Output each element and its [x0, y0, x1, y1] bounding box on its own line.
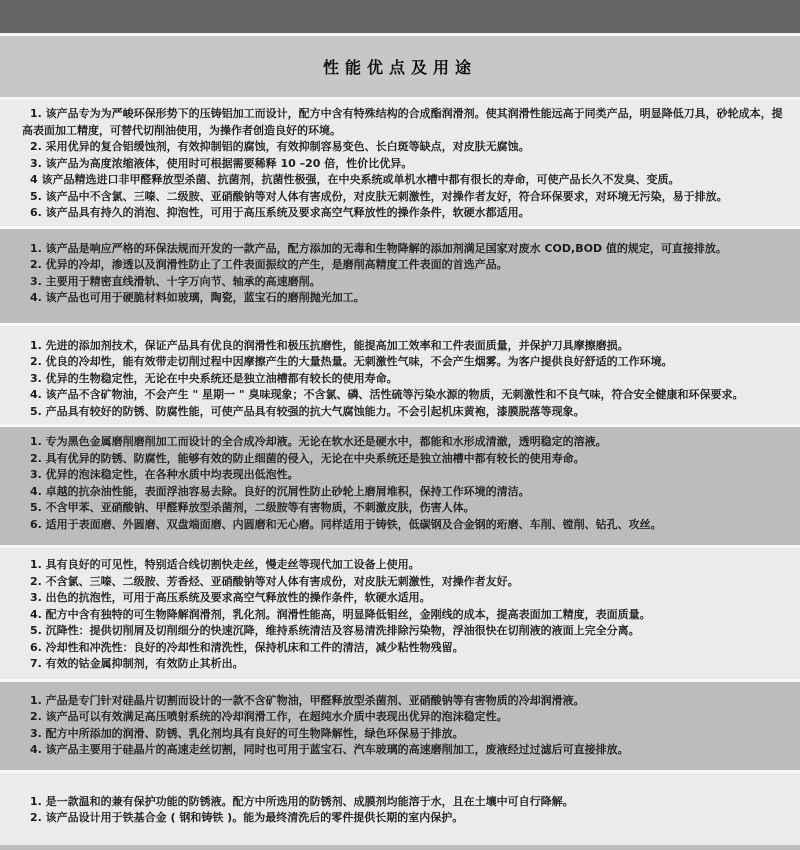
feature-item: 5. 不含甲苯、亚硝酸钠、甲醛释放型杀菌剂，二级胺等有害物质，不刺激皮肤，伤害人体。: [30, 501, 475, 514]
feature-item: 2. 采用优异的复合铝缓蚀剂，有效抑制铝的腐蚀，有效抑制容易变色、长白斑等缺点，对皮肤无腐蚀。: [30, 140, 530, 153]
feature-item: 4. 卓越的抗杂油性能，表面浮油容易去除。良好的沉屑性防止砂轮上磨屑堆积，保持工作环境的清洁。: [30, 484, 530, 498]
feature-item: 2. 优异的冷却，渗透以及润滑性防止了工件表面振纹的产生，是磨削高精度工件表面的首选产品。: [30, 258, 508, 271]
feature-section-1: [0, 100, 800, 226]
feature-item: 2. 具有优异的防锈、防腐性，能够有效的防止细菌的侵入，无论在中央系统还是独立油槽中都有较长的使用寿命。: [30, 451, 585, 465]
page-title: 性能优点及用途: [322, 58, 477, 77]
header-bar: [0, 0, 800, 33]
feature-item: 1. 产品是专门针对硅晶片切割而设计的一款不含矿物油，甲醛释放型杀菌剂、亚硝酸钠等有害物质的冷却润滑液。: [30, 693, 585, 707]
feature-item: 7. 有效的钴金属抑制剂，有效防止其析出。: [30, 657, 244, 670]
feature-item: 3. 优异的泡沫稳定性，在各种水质中均表现出低泡性。: [30, 468, 299, 481]
feature-section-2: [0, 229, 800, 323]
feature-item: 1. 该产品是响应严格的环保法规而开发的一款产品，配方添加的无毒和生物降解的添加剂满足国家对废水 COD,BOD 值的规定，可直接排放。: [30, 241, 727, 255]
feature-section-4: [0, 427, 800, 545]
feature-item: 4. 配方中含有独特的可生物降解润滑剂，乳化剂。润滑性能高，明显降低钼丝，金刚线的成本，提高表面加工精度，表面质量。: [30, 607, 651, 621]
feature-item: 4 该产品精选进口非甲醛释放型杀菌、抗菌剂，抗菌性极强，在中央系统或单机水槽中都有很长的寿命，可使产品长久不发臭、变质。: [30, 173, 680, 186]
feature-item: 2. 不含氯、三嗪、二级胺、芳香烃、亚硝酸钠等对人体有害成份，对皮肤无刺激性，对操作者友好。: [30, 574, 519, 588]
feature-item: 4. 该产品不含矿物油，不会产生 " 星期一 " 臭味现象；不含氯、磷、活性硫等污染水源的物质，无刺激性和不良气味，符合安全健康和环保要求。: [30, 388, 744, 401]
feature-item: 2. 该产品设计用于铁基合金 ( 钢和铸铁 )。能为最终清洗后的零件提供长期的室内保护。: [30, 811, 464, 824]
feature-section-3: [0, 326, 800, 425]
feature-item: 1. 该产品专为为严峻环保形势下的压铸铝加工而设计，配方中含有特殊结构的合成酯润滑剂。使其润滑性能远高于同类产品，明显降低刀具，砂轮成本，提高表面加工精度，可替代切削油使用，为操作者创造良好的环境。: [22, 107, 783, 137]
feature-item: 5. 产品具有较好的防锈、防腐性能，可使产品具有较强的抗大气腐蚀能力。不会引起机床黄袍，漆膜脱落等现象。: [30, 404, 585, 418]
feature-item: 6. 该产品具有持久的消泡、抑泡性，可用于高压系统及要求高空气释放性的操作条件，软硬水都适用。: [30, 206, 530, 219]
feature-section-5: [0, 548, 800, 679]
feature-item: 6. 冷却性和冲洗性：良好的冷却性和清洗性，保持机床和工件的清洁，减少粘性物残留。: [30, 640, 464, 654]
feature-item: 1. 是一款温和的兼有保护功能的防锈液。配方中所选用的防锈剂、成膜剂均能溶于水，且在土壤中可自行降解。: [30, 794, 574, 808]
feature-item: 2. 该产品可以有效满足高压喷射系统的冷却润滑工作，在超纯水介质中表现出优异的泡沫稳定性。: [30, 710, 508, 723]
feature-item: 4. 该产品也可用于硬脆材料如玻璃，陶瓷，蓝宝石的磨削抛光加工。: [30, 291, 365, 304]
feature-item: 3. 配方中所添加的润滑、防锈、乳化剂均具有良好的可生物降解性，绿色环保易于排放。: [30, 726, 464, 740]
feature-item: 1. 具有良好的可见性，特别适合线切割快走丝，慢走丝等现代加工设备上使用。: [30, 558, 420, 571]
feature-section-7: [0, 773, 800, 845]
feature-item: 5. 该产品中不含氯、三嗪、二级胺、亚硝酸钠等对人体有害成份，对皮肤无刺激性，对操作者友好，符合环保要求，对环境无污染，易于排放。: [30, 189, 728, 203]
title-band: [0, 36, 800, 97]
feature-item: 3. 优异的生物稳定性，无论在中央系统还是独立油槽都有较长的使用寿命。: [30, 371, 398, 385]
feature-item: 3. 主要用于精密直线滑轨、十字万向节、轴承的高速磨削。: [30, 274, 321, 288]
footer-strip: [0, 845, 800, 850]
feature-item: 3. 出色的抗泡性，可用于高压系统及要求高空气释放性的操作条件，软硬水适用。: [30, 591, 431, 604]
feature-section-6: [0, 682, 800, 770]
feature-item: 2. 优良的冷却性，能有效带走切削过程中因摩擦产生的大量热量。无刺激性气味，不会产生烟雾。为客户提供良好舒适的工作环境。: [30, 355, 673, 368]
feature-item: 4. 该产品主要用于硅晶片的高速走丝切割，同时也可用于蓝宝石、汽车玻璃的高速磨削加工，废液经过过滤后可直接排放。: [30, 743, 629, 756]
feature-item: 1. 先进的添加剂技术，保证产品具有优良的润滑性和极压抗磨性，能提高加工效率和工件表面质量，并保护刀具摩擦磨损。: [30, 338, 629, 352]
feature-item: 6. 适用于表面磨、外圆磨、双盘端面磨、内圆磨和无心磨。同样适用于铸铁，低碳钢及合金钢的珩磨、车削、镗削、钻孔、攻丝。: [30, 517, 662, 531]
feature-item: 1. 专为黑色金属磨削磨削加工而设计的全合成冷却液。无论在软水还是硬水中，都能和水形成清澈，透明稳定的溶液。: [30, 435, 607, 448]
feature-item: 5. 沉降性：提供切削屑及切削细分的快速沉降，维持系统清洁及容易清洗排除污染物，浮油很快在切削液的液面上完全分离。: [30, 624, 640, 637]
feature-item: 3. 该产品为高度浓缩液体，使用时可根据需要稀释 10 –20 倍，性价比优异。: [30, 156, 413, 170]
